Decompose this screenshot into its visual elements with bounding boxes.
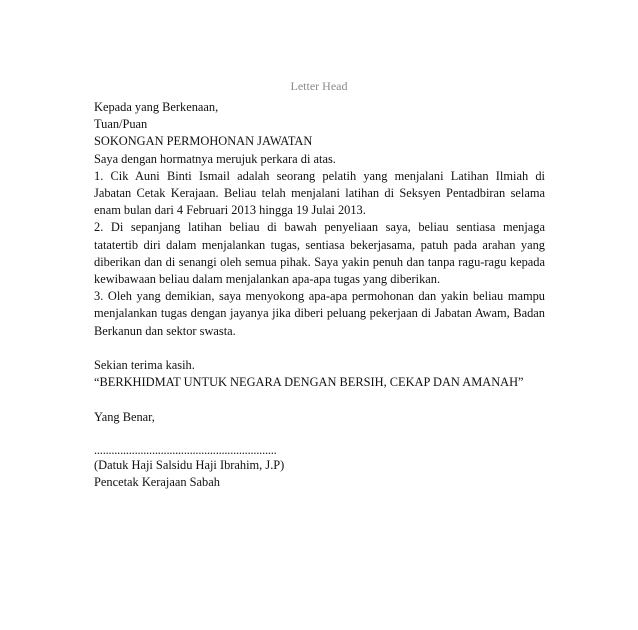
- paragraph1-line1: 1. Cik Auni Binti Ismail adalah seorang pelatih yang menjalani Latihan Ilmiah di: [94, 168, 545, 183]
- salutation: Kepada yang Berkenaan,: [94, 100, 219, 114]
- spacer: [94, 340, 545, 357]
- motto: “BERKHIDMAT UNTUK NEGARA DENGAN BERSIH, CEKAP DAN AMANAH”: [94, 375, 524, 390]
- addressee: Tuan/Puan: [94, 117, 148, 132]
- closing-line: Sekian terima kasih.: [94, 358, 195, 373]
- paragraph2-line4: kewibawaan beliau dalam menjalankan apa-apa tugas yang diberikan.: [94, 272, 441, 287]
- signatory-name: (Datuk Haji Salsidu Haji Ibrahim, J.P): [94, 458, 285, 473]
- paragraph2-line3: diberikan dan di senangi oleh semua pihak. Saya yakin penuh dan tanpa ragu-ragu kepada: [94, 254, 545, 269]
- sign-off: Yang Benar,: [94, 409, 155, 424]
- letter-head: Letter Head: [290, 79, 348, 93]
- spacer: [94, 391, 545, 408]
- paragraph3-line2: menjalankan tugas dengan jayanya jika diberi peluang pekerjaan di Jabatan Awam, Badan: [94, 306, 545, 321]
- paragraph1-line2: Jabatan Cetak Kerajaan. Beliau telah menjalani latihan di Seksyen Pentadbiran selama: [94, 186, 545, 201]
- paragraph1-line3: enam bulan dari 4 Februari 2013 hingga 19 Julai 2013.: [94, 203, 366, 218]
- signature-line: ...............................................................: [94, 443, 277, 458]
- letter-body: [94, 99, 545, 491]
- paragraph2-line1: 2. Di sepanjang latihan beliau di bawah penyeliaan saya, beliau sentiasa menjaga: [94, 220, 545, 235]
- signatory-title: Pencetak Kerajaan Sabah: [94, 475, 220, 490]
- paragraph2-line2: tatatertib diri dalam menjalankan tugas, sentiasa bekerjasama, patuh pada arahan yang: [94, 237, 545, 252]
- subject-heading: SOKONGAN PERMOHONAN JAWATAN: [94, 134, 313, 149]
- spacer: [94, 426, 545, 443]
- intro-line: Saya dengan hormatnya merujuk perkara di atas.: [94, 151, 336, 166]
- paragraph3-line3: Berkanun dan sektor swasta.: [94, 323, 236, 338]
- paragraph3-line1: 3. Oleh yang demikian, saya menyokong apa-apa permohonan dan yakin beliau mampu: [94, 289, 545, 304]
